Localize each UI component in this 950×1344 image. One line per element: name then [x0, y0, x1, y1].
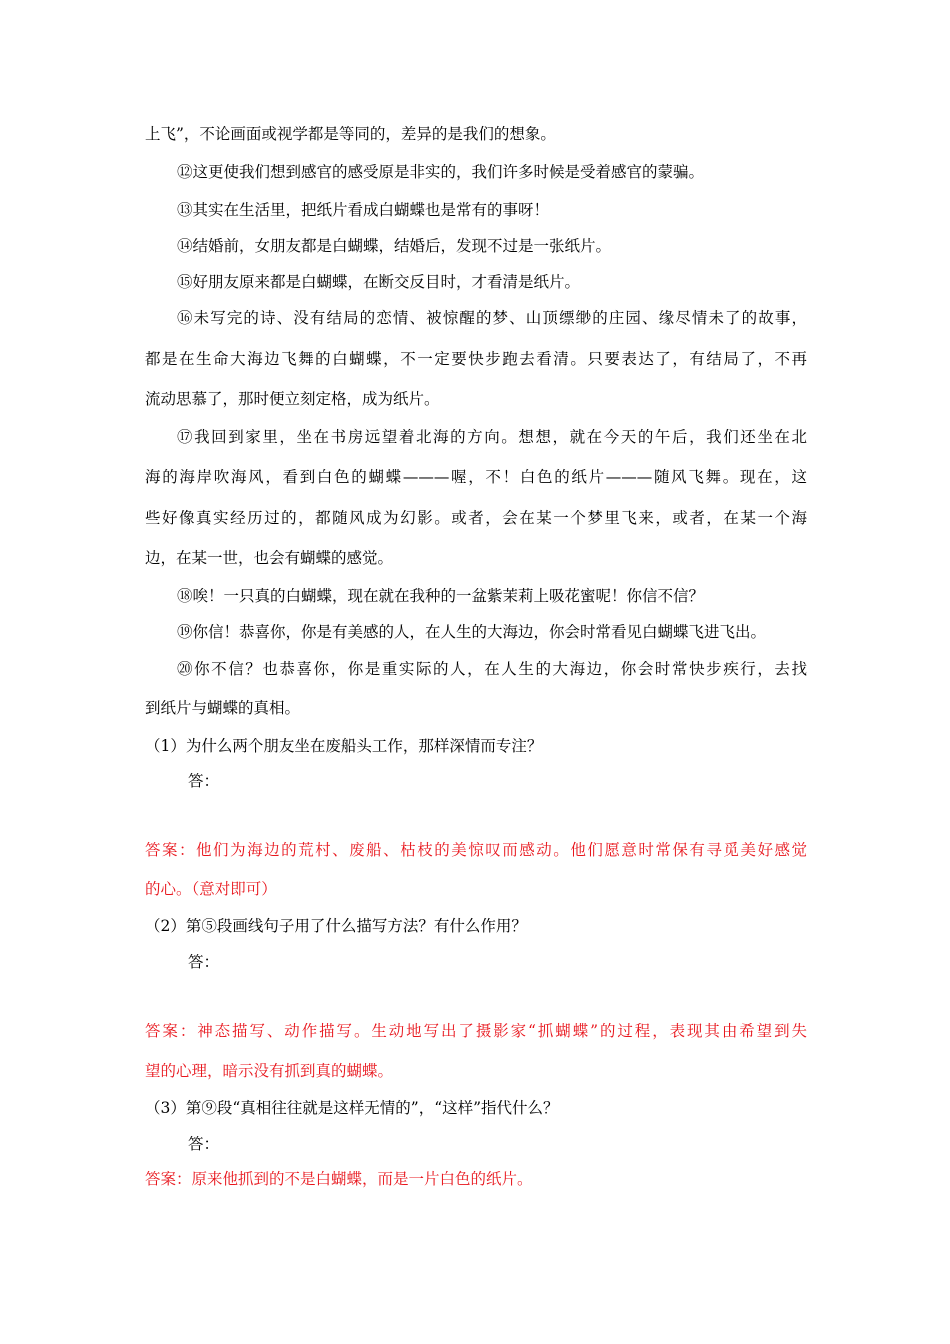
- question-1-answer-label: 答：: [188, 772, 220, 790]
- paragraph-16-line-2: 都是在生命大海边飞舞的白蝴蝶，不一定要快步跑去看清。只要表达了，有结局了，不再: [145, 350, 807, 368]
- question-2-answer-line-2: 望的心理，暗示没有抓到真的蝴蝶。: [145, 1062, 394, 1080]
- question-2-answer-label: 答：: [188, 953, 220, 971]
- paragraph-14: ⑭结婚前，女朋友都是白蝴蝶，结婚后，发现不过是一张纸片。: [177, 237, 612, 255]
- paragraph-17-line-2: 海的海岸吹海风，看到白色的蝴蝶———喔，不！白色的纸片———随风飞舞。现在，这: [145, 468, 807, 486]
- question-1-answer-line-1: 答案：他们为海边的荒村、废船、枯枝的美惊叹而感动。他们愿意时常保有寻觅美好感觉: [145, 841, 807, 859]
- question-2: （2）第⑤段画线句子用了什么描写方法？有什么作用？: [145, 917, 527, 935]
- paragraph-15: ⑮好朋友原来都是白蝴蝶，在断交反目时，才看清是纸片。: [177, 273, 581, 291]
- question-3-answer-line-1: 答案：原来他抓到的不是白蝴蝶，而是一片白色的纸片。: [145, 1170, 533, 1188]
- paragraph-19: ⑲你信！恭喜你，你是有美感的人，在人生的大海边，你会时常看见白蝴蝶飞进飞出。: [177, 623, 767, 641]
- paragraph-12: ⑫这更使我们想到感官的感受原是非实的，我们许多时候是受着感官的蒙骗。: [177, 163, 705, 181]
- question-1-answer-line-2: 的心。（意对即可）: [145, 880, 277, 898]
- paragraph-17-line-1: ⑰我回到家里，坐在书房远望着北海的方向。想想，就在今天的午后，我们还坐在北: [177, 428, 807, 446]
- paragraph-18: ⑱唉！一只真的白蝴蝶，现在就在我种的一盆紫茉莉上吸花蜜呢！你信不信？: [177, 587, 705, 605]
- paragraph-16-line-3: 流动思慕了，那时便立刻定格，成为纸片。: [145, 390, 440, 408]
- paragraph-17-line-3: 些好像真实经历过的，都随风成为幻影。或者，会在某一个梦里飞来，或者，在某一个海: [145, 509, 807, 527]
- question-1: （1）为什么两个朋友坐在废船头工作，那样深情而专注？: [145, 737, 543, 755]
- paragraph-20-line-2: 到纸片与蝴蝶的真相。: [145, 699, 301, 717]
- paragraph-17-line-4: 边，在某一世，也会有蝴蝶的感觉。: [145, 549, 394, 567]
- paragraph-11-tail: 上飞”，不论画面或视学都是等同的，差异的是我们的想象。: [145, 125, 556, 143]
- question-3-answer-label: 答：: [188, 1135, 220, 1153]
- question-2-answer-line-1: 答案：神态描写、动作描写。生动地写出了摄影家“抓蝴蝶”的过程，表现其由希望到失: [145, 1022, 807, 1040]
- paragraph-13: ⑬其实在生活里，把纸片看成白蝴蝶也是常有的事呀！: [177, 201, 550, 219]
- paragraph-20-line-1: ⑳你不信？也恭喜你，你是重实际的人，在人生的大海边，你会时常快步疾行，去找: [177, 660, 807, 678]
- paragraph-16-line-1: ⑯未写完的诗、没有结局的恋情、被惊醒的梦、山顶缥缈的庄园、缘尽情未了的故事，: [177, 309, 807, 327]
- question-3: （3）第⑨段“真相往往就是这样无情的”，“这样”指代什么？: [145, 1099, 559, 1117]
